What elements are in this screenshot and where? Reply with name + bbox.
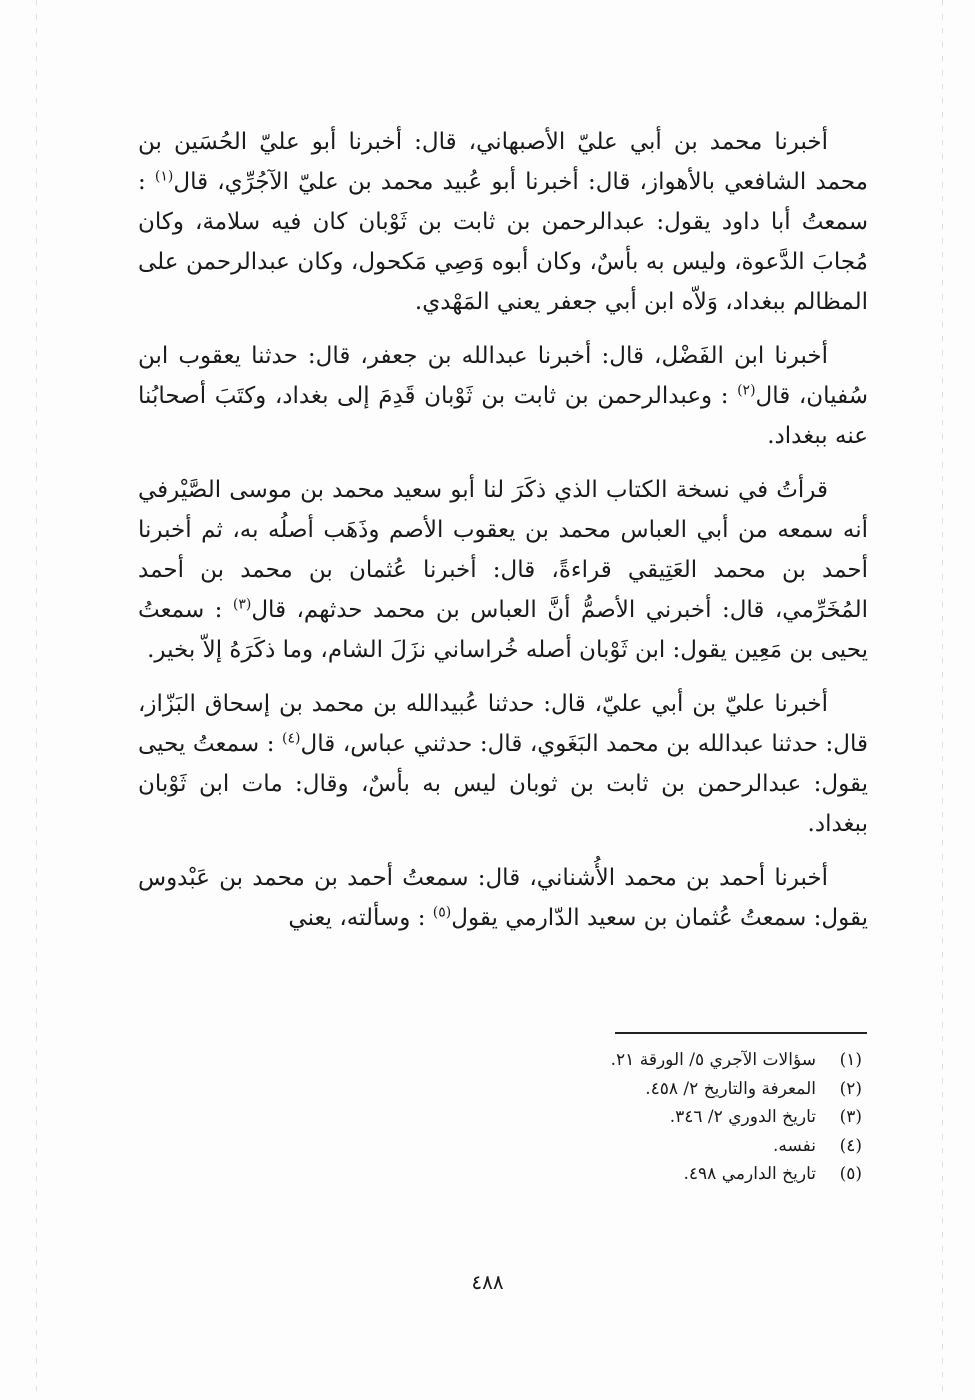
footnote-ref: (٥) — [432, 904, 452, 921]
paragraph-text: قرأتُ في نسخة الكتاب الذي ذكَرَ لنا أبو سعيد محمد بن موسى الصَّيْرفي أنه سمعه من أبي العباس محمد بن يعقوب الأصم وذَهَب أصلُه به، ثم أخبرنا أحمد بن محمد العَتِيقي قراءةً، قال: أخبرنا عُثمان بن محمد بن أحمد المُخَرِّمي، قال: أخبرني الأصمُّ أنَّ العباس بن محمد حدثهم، قال — [138, 477, 868, 623]
main-text — [138, 122, 868, 952]
paragraph — [138, 336, 868, 456]
footnote-text: نفسه. — [772, 1135, 816, 1156]
paragraph-text: أخبرنا أحمد بن محمد الأُشناني، قال: سمعتُ أحمد بن محمد بن عَبْدوس يقول: سمعتُ عُثمان بن سعيد الدّارمي يقول — [138, 865, 868, 931]
paragraph-text: أخبرنا محمد بن أبي عليّ الأصبهاني، قال: أخبرنا أبو عليّ الحُسَين بن محمد الشافعي بالأهواز، قال: أخبرنا أبو عُبيد محمد بن عليّ الآجُرِّي، قال — [138, 129, 868, 195]
footnote-number: (٢) — [839, 1078, 862, 1099]
page-number: ٤٨٨ — [471, 1270, 504, 1294]
footnote-text: سؤالات الآجري ٥/ الورقة ٢١. — [610, 1050, 816, 1070]
footnote-ref: (٤) — [282, 730, 301, 747]
footnote-item — [500, 1046, 862, 1075]
footnote-item — [500, 1132, 862, 1161]
footnote-number: (٥) — [839, 1164, 862, 1184]
paragraph-text: أخبرنا عليّ بن أبي عليّ، قال: حدثنا عُبيدالله بن محمد بن إسحاق البَزّاز، قال: حدثنا عبدالله بن محمد البَغَوي، قال: حدثني عباس، قال — [138, 691, 868, 757]
paragraph-text: : سمعتُ يحيى بن مَعِين يقول: ابن ثَوْبان أصله خُراساني نزَلَ الشام، وما ذكَرَهُ إلاّ بخير. — [138, 597, 868, 663]
footnote-ref: (٣) — [232, 596, 252, 613]
footnote-number: (٤) — [839, 1135, 862, 1156]
scan-edge-line-left — [36, 0, 37, 1400]
paragraph-text: : وعبدالرحمن بن ثابت بن ثَوْبان قَدِمَ إلى بغداد، وكتَبَ أصحابُنا عنه ببغداد. — [138, 383, 868, 449]
paragraph — [138, 684, 868, 844]
footnote-text: تاريخ الدارمي ٤٩٨. — [683, 1164, 816, 1184]
paragraph-text: أخبرنا ابن الفَضْل، قال: أخبرنا عبدالله بن جعفر، قال: حدثنا يعقوب ابن سُفيان، قال — [138, 343, 868, 409]
paragraph-text: : وسألته، يعني — [288, 905, 433, 931]
paragraph — [138, 470, 868, 670]
paragraph — [138, 122, 868, 322]
footnotes — [500, 1046, 862, 1189]
paragraph-text: : سمعتُ أبا داود يقول: عبدالرحمن بن ثابت بن ثَوْبان كان فيه سلامة، وكان مُجابَ الدَّعوة، وليس به بأسٌ، وكان أبوه وَصِي مَكحول، وكان عبدالرحمن على المظالم ببغداد، وَلاّه ابن أبي جعفر يعني المَهْدي. — [138, 169, 868, 315]
scan-edge-line-right — [942, 0, 943, 1400]
footnote-text: المعرفة والتاريخ ٢/ ٤٥٨. — [645, 1078, 816, 1099]
paragraph-text: : سمعتُ يحيى يقول: عبدالرحمن بن ثابت بن ثوبان ليس به بأسٌ، وقال: مات ابن ثَوْبان ببغداد. — [138, 731, 868, 837]
footnote-item — [500, 1075, 862, 1104]
footnote-text: تاريخ الدوري ٢/ ٣٤٦. — [669, 1107, 816, 1127]
footnote-ref: (٢) — [737, 382, 756, 399]
footnote-number: (٣) — [839, 1107, 862, 1127]
footnote-number: (١) — [839, 1050, 862, 1070]
footnote-ref: (١) — [154, 168, 174, 185]
paragraph — [138, 858, 868, 938]
footnote-item — [500, 1103, 862, 1132]
footnote-item — [500, 1160, 862, 1189]
footnote-separator — [615, 1032, 867, 1034]
